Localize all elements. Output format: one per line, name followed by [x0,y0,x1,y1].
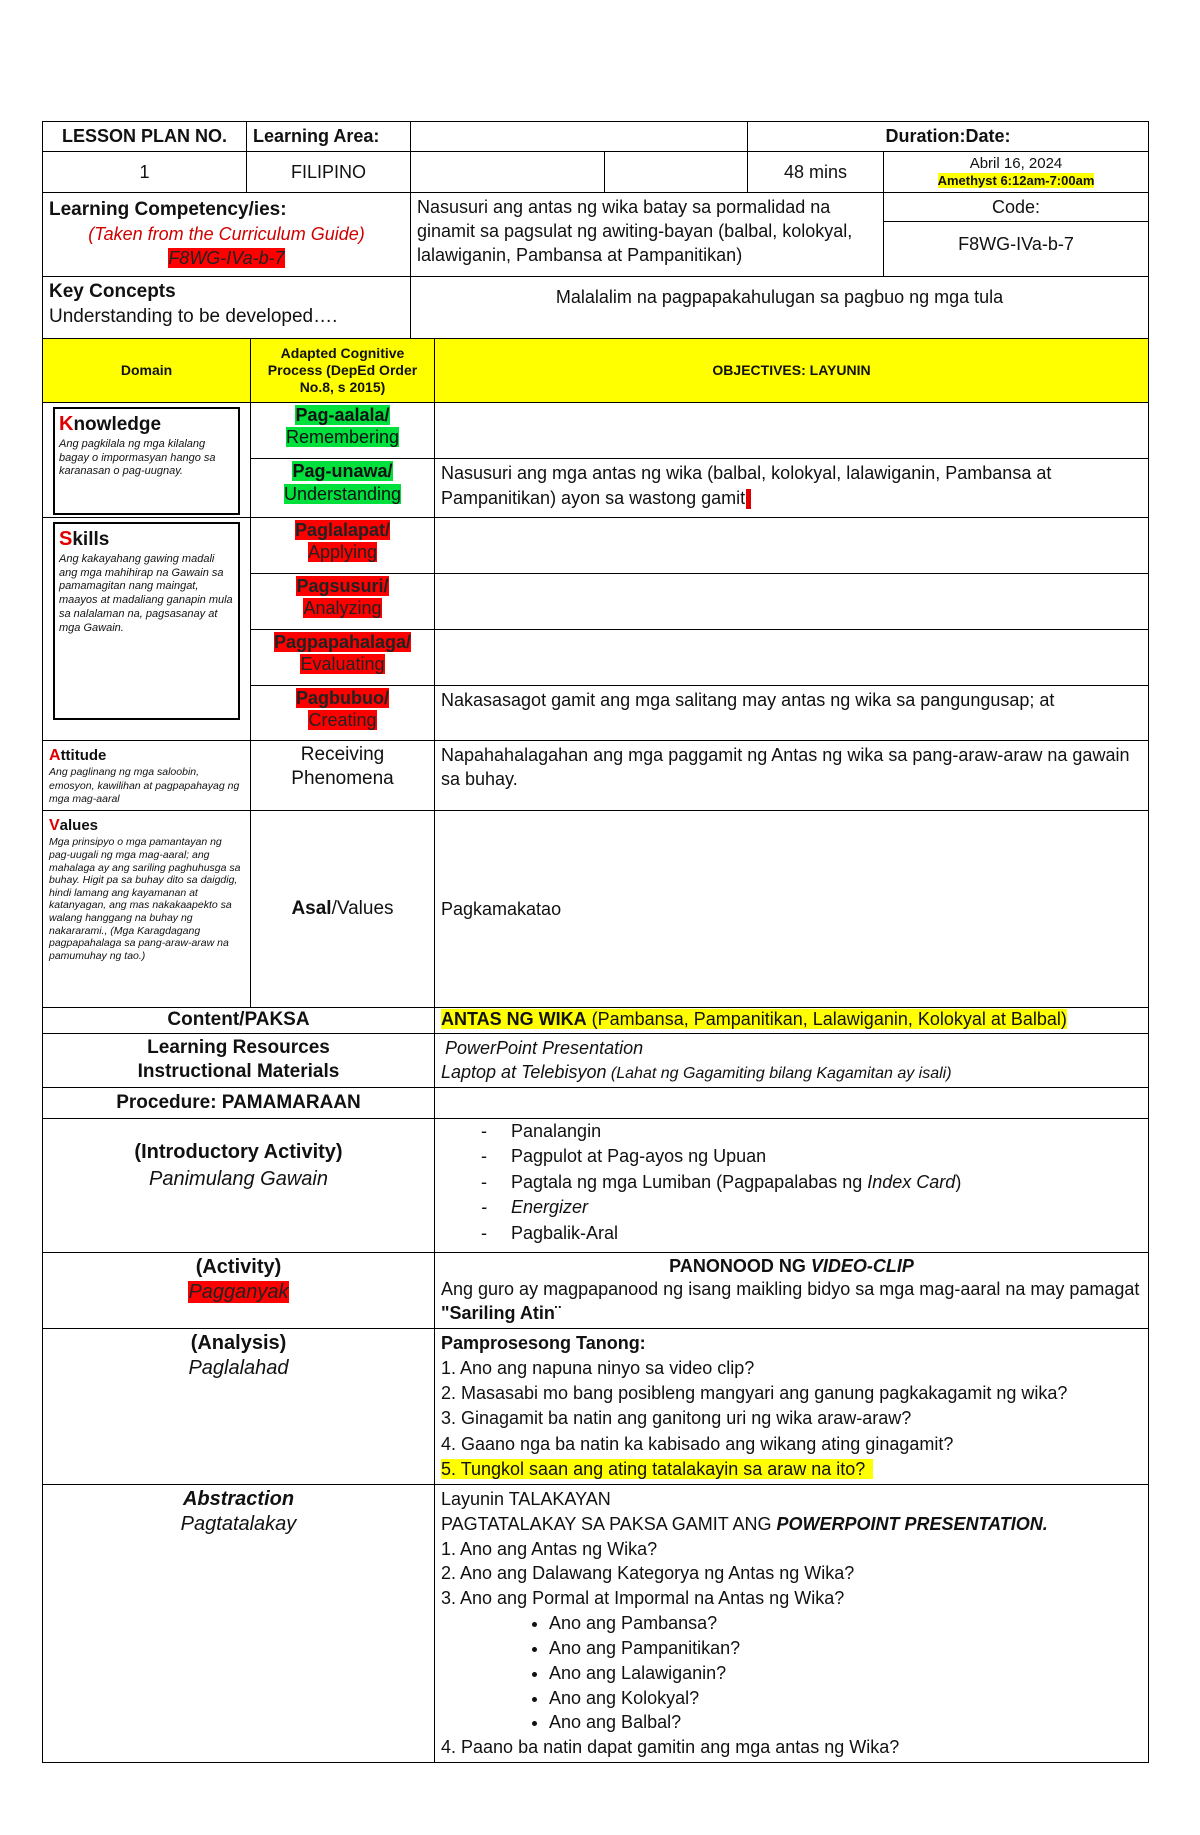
list-item: - Pagbalik-Aral [511,1221,1142,1247]
applying-process [251,517,435,573]
remembering-label-2: Remembering [285,427,400,448]
list-item [511,1170,1142,1196]
analysis-q1: 1. Ano ang napuna ninyo sa video clip? [441,1358,755,1378]
resources-label-2: Instructional Materials [137,1061,340,1083]
attitude-desc: Ang paglinang ng mga saloobin, emosyon, kawilihan at pagpapahayag ng mga mag-aaral [49,766,240,805]
abstraction-q2: 2. Ano ang Dalawang Kategorya ng Antas ng Wika? [441,1563,855,1584]
evaluating-label-1: Pagpapahalaga/ [273,631,412,652]
analyzing-objective [435,573,1149,629]
analysis-cell [435,1328,1149,1484]
content-highlight [441,1009,1067,1029]
activity-title-a: PANONOOD NG [669,1255,811,1276]
activity-text-body: Ang guro ay magpapanood ng isang maikling bidyo sa mga mag-aaral na may pamagat [441,1279,1140,1300]
applying-label-2: Applying [307,542,378,563]
creating-label-1: Pagbubuo/ [296,687,389,708]
analysis-q4: 4. Gaano nga ba natin ka kabisado ang wikang ating ginagamit? [441,1433,954,1454]
analysis-q5: 5. Tungkol saan ang ating tatalakayin sa araw na ito? [441,1459,873,1479]
header-values-row [43,152,1149,193]
content-title: ANTAS NG WIKA [441,1008,587,1029]
values-process [251,810,435,1007]
procedure-table [42,1007,1149,1763]
competency-text: Nasusuri ang antas ng wika batay sa pormalidad na ginamit sa pagsulat ng awiting-bayan (balbal, kolokyal, lalawiganin, Pambansa at Pampanitikan) [411,192,884,276]
list-item: • Ano ang Pampanitikan? [549,1636,1142,1661]
activity-label-cell [43,1252,435,1328]
knowledge-title: nowledge [73,413,162,435]
creating-label-2: Creating [308,710,377,731]
knowledge-box [53,407,240,515]
intro-label-cell [43,1118,435,1252]
learning-area: FILIPINO [247,152,411,193]
knowledge-desc: Ang pagkilala ng mga kilalang bagay o impormasyan hango sa karanasan o pag-uugnay. [59,437,216,478]
attitude-letter: A [49,746,61,764]
competency-code-highlight: F8WG-IVa-b-7 [168,248,285,269]
activity-video-title: "Sariling Atin¨ [441,1302,561,1323]
abstraction-line-1: Layunin TALAKAYAN [441,1488,611,1509]
key-concepts-sub: Understanding to be developed…. [49,306,338,328]
activity-sub: Pagganyak [188,1280,289,1303]
abstraction-line-2b: POWERPOINT PRESENTATION. [776,1513,1048,1534]
content-detail: (Pambansa, Pampanitikan, Lalawiganin, Kolokyal at Balbal) [586,1008,1067,1029]
evaluating-objective [435,629,1149,685]
objectives-table [42,338,1149,1008]
resources-label-1: Learning Resources [147,1036,330,1058]
content-row [43,1007,1149,1033]
list-item: • Ano ang Lalawiganin? [549,1661,1142,1686]
header-blank [411,122,748,152]
intro-label: (Introductory Activity) [134,1141,343,1164]
activity-title [441,1255,1142,1278]
key-concepts-label: Key Concepts [49,280,176,302]
analysis-row [43,1328,1149,1484]
competency-label-cell [43,192,411,276]
skills-letter: S [59,527,73,550]
abstraction-label: Abstraction [182,1487,295,1510]
procedure-blank [435,1088,1149,1119]
resources-line-1: PowerPoint Presentation [445,1037,644,1058]
date-cell [884,152,1149,193]
skills-box [53,522,240,720]
learning-area-label: Learning Area: [247,122,411,152]
abstraction-q3: 3. Ano ang Pormal at Impormal na Antas ng Wika? [441,1588,845,1609]
list-item: • Ano ang Kolokyal? [549,1686,1142,1711]
resources-row [43,1033,1149,1087]
values-process-rest: /Values [331,897,394,919]
text-cursor-mark [746,489,751,509]
competency-source: (Taken from the Curriculum Guide) [88,224,365,245]
competency-row [43,192,1149,221]
lesson-plan-page [42,121,1148,1763]
competency-label: Learning Competency/ies: [49,198,287,220]
attitude-process: Receiving Phenomena [251,740,435,810]
evaluating-process [251,629,435,685]
key-concepts-cell [43,276,411,338]
knowledge-letter: K [59,412,74,435]
activity-label: (Activity) [195,1255,282,1278]
creating-objective: Nakasasagot gamit ang mga salitang may antas ng wika sa pangungusap; at [435,685,1149,740]
attitude-title: ttitude [60,746,107,764]
objectives-header: OBJECTIVES: LAYUNIN [435,338,1149,402]
skills-title: kills [72,528,110,550]
resources-cell [435,1033,1149,1087]
abstraction-q4: 4. Paano ba natin dapat gamitin ang mga antas ng Wika? [441,1737,900,1758]
abstraction-cell [435,1484,1149,1762]
duration: 48 mins [748,152,884,193]
analysis-heading: Pamprosesong Tanong: [441,1332,646,1353]
abstraction-sub: Pagtatalakay [180,1512,297,1535]
objectives-header-row [43,338,1149,402]
date: Abril 16, 2024 [969,155,1063,172]
intro-sub: Panimulang Gawain [149,1168,328,1191]
attitude-objective: Napahahalagahan ang mga paggamit ng Antas ng wika sa pang-araw-araw na gawain sa buhay. [435,740,1149,810]
analysis-q2: 2. Masasabi mo bang posibleng mangyari ang ganung pagkakagamit ng wika? [441,1383,1068,1404]
procedure-label: Procedure: PAMAMARAAN [43,1088,435,1119]
domain-header: Domain [43,338,251,402]
values-process-bold: Asal [291,897,332,919]
applying-objective [435,517,1149,573]
values-domain [43,810,251,1007]
values-row [43,810,1149,1007]
content-label: Content/PAKSA [43,1007,435,1033]
list-item: • Ano ang Pambansa? [549,1611,1142,1636]
analyzing-label-2: Analyzing [303,598,382,619]
resources-line-2b: (Lahat ng Gagamiting bilang Kagamitan ay isali) [606,1065,952,1083]
skills-domain [43,517,251,740]
applying-row [43,517,1149,573]
list-item: - Panalangin [511,1119,1142,1145]
resources-label-cell [43,1033,435,1087]
list-item: - Pagpulot at Pag-ayos ng Upuan [511,1144,1142,1170]
attitude-domain [43,740,251,810]
process-header: Adapted Cognitive Process (DepEd Order No.8, s 2015) [251,338,435,402]
understanding-label-1: Pag-unawa/ [292,461,393,482]
understanding-objective-text: Nasusuri ang mga antas ng wika (balbal, kolokyal, lalawiganin, Pambansa at Pampanitikan) ayon sa wastong gamit [441,463,1052,508]
abstraction-row [43,1484,1149,1762]
analyzing-process [251,573,435,629]
activity-row [43,1252,1149,1328]
remembering-label-1: Pag-aalala/ [295,404,390,425]
list-item-text-end: ) [955,1171,962,1192]
abstraction-line-2a: PAGTATALAKAY SA PAKSA GAMIT ANG [441,1513,777,1534]
analysis-sub: Paglalahad [188,1356,289,1379]
analysis-label: (Analysis) [190,1331,287,1354]
skills-desc: Ang kakayahang gawing madali ang mga mahihirap na Gawain sa pamamagitan nang maingat, maayos at madaliang ganapin mula sa nalalaman na, pagsasanay at mga Gawain. [59,552,233,634]
attitude-row [43,740,1149,810]
list-item: - Energizer [511,1195,1142,1221]
understanding-label-2: Understanding [283,483,402,504]
evaluating-label-2: Evaluating [300,654,385,675]
activity-title-b: VIDEO-CLIP [810,1255,914,1276]
abstraction-label-cell [43,1484,435,1762]
lesson-plan-table [42,121,1149,339]
procedure-row [43,1088,1149,1119]
remembering-process [251,402,435,458]
applying-label-1: Paglalapat/ [294,519,391,540]
values-title: alues [59,816,99,834]
analyzing-label-1: Pagsusuri/ [296,575,389,596]
abstraction-q1: 1. Ano ang Antas ng Wika? [441,1538,658,1559]
remembering-row [43,402,1149,458]
values-objective: Pagkamakatao [435,810,1149,1007]
intro-list [441,1119,1142,1247]
section-time: Amethyst 6:12am-7:00am [937,173,1095,189]
list-item-italic: Index Card [867,1171,956,1192]
values-letter: V [49,816,60,834]
values-desc: Mga prinsipyo o mga pamantayan ng pag-uugali ng mga mag-aaral; ang mahalaga ay ang sariling paghuhusga sa buhay. Higit pa sa buhay dito sa daigdig, hindi lamang ang kayamanan at katanyagan, ang mas nakakaapekto sa walang hanggang na buhay ng nakararami., (Mga Karagdagang pagpapahalaga sa pang-araw-araw na pamumuhay ng tao.) [49,836,241,962]
blank-cell-2 [605,152,748,193]
creating-process [251,685,435,740]
key-concepts-text: Malalalim na pagpapakahulugan sa pagbuo ng mga tula [411,276,1149,338]
activity-text [441,1278,1142,1325]
lesson-no: 1 [43,152,247,193]
code-label: Code: [884,192,1149,221]
duration-date-label: Duration:Date: [748,122,1149,152]
understanding-objective [435,459,1149,518]
intro-list-cell [435,1118,1149,1252]
remembering-objective [435,402,1149,458]
content-cell [435,1007,1149,1033]
header-row [43,122,1149,152]
blank-cell-1 [411,152,605,193]
understanding-process [251,459,435,518]
resources-line-2a: Laptop at Telebisyon [441,1062,607,1083]
activity-cell [435,1252,1149,1328]
knowledge-domain [43,402,251,517]
analysis-label-cell [43,1328,435,1484]
code-value: F8WG-IVa-b-7 [884,221,1149,276]
abstraction-bullets [441,1611,1142,1735]
key-concepts-row [43,276,1149,338]
lesson-plan-label: LESSON PLAN NO. [43,122,247,152]
abstraction-line-2 [441,1512,1142,1537]
intro-row [43,1118,1149,1252]
list-item: • Ano ang Balbal? [549,1710,1142,1735]
analysis-q3: 3. Ginagamit ba natin ang ganitong uri ng wika araw-araw? [441,1408,912,1429]
list-item-text: Pagtala ng mga Lumiban (Pagpapalabas ng [511,1171,868,1192]
